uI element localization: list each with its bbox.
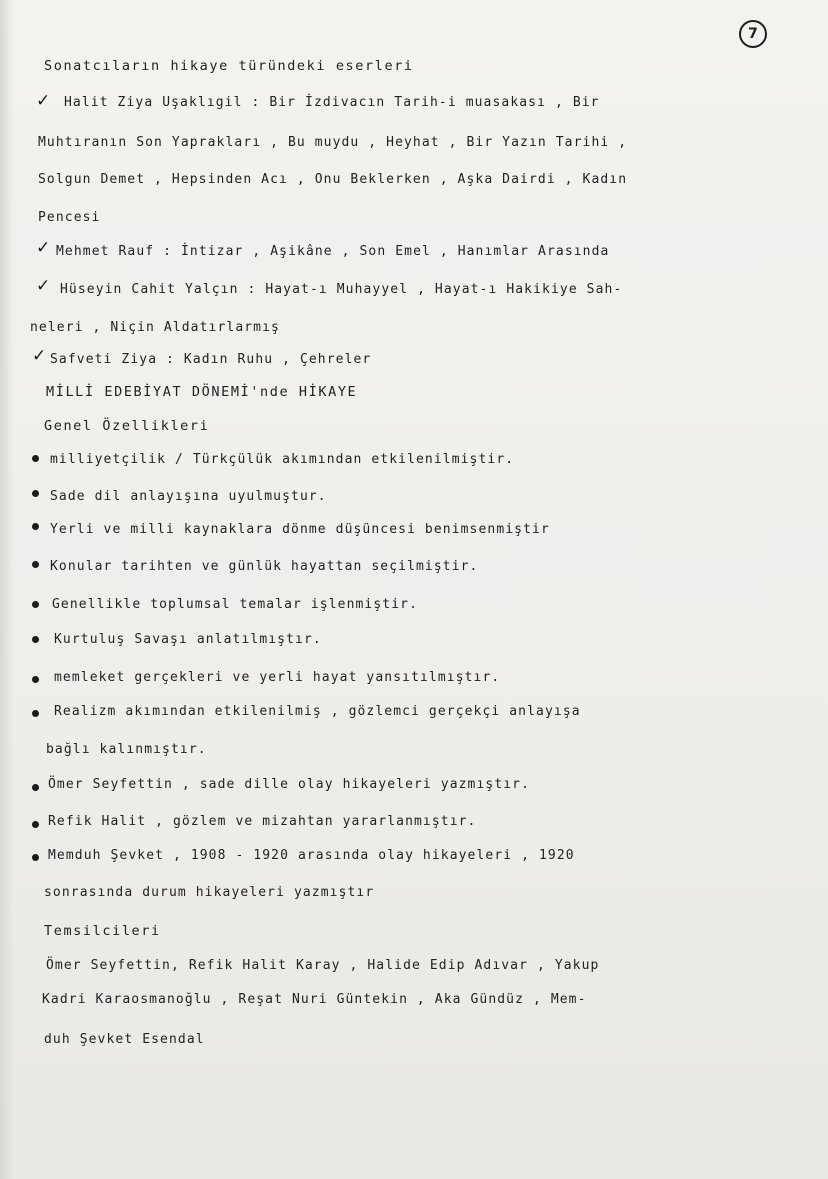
bullet-icon bbox=[32, 561, 39, 568]
representatives-title: Temsilcileri bbox=[44, 923, 161, 939]
feature-line: Ömer Seyfettin , sade dille olay hikayeleri yazmıştır. bbox=[48, 777, 531, 792]
bullet-icon bbox=[32, 854, 39, 861]
feature-line: memleket gerçekleri ve yerli hayat yansıtılmıştır. bbox=[54, 670, 501, 685]
bullet-icon bbox=[32, 636, 39, 643]
author-line: Muhtıranın Son Yaprakları , Bu muydu , Heyhat , Bir Yazın Tarihi , bbox=[38, 135, 628, 150]
bullet-icon bbox=[32, 490, 39, 497]
page-edge-shadow bbox=[0, 0, 14, 1179]
feature-line: Refik Halit , gözlem ve mizahtan yararlanmıştır. bbox=[48, 814, 477, 829]
feature-line: sonrasında durum hikayeleri yazmıştır bbox=[44, 885, 375, 900]
check-icon: ✓ bbox=[36, 276, 51, 296]
author-line: Mehmet Rauf : İntizar , Aşikâne , Son Emel , Hanımlar Arasında bbox=[56, 244, 610, 259]
bullet-icon bbox=[32, 784, 39, 791]
author-line: neleri , Niçin Aldatırlarmış bbox=[30, 320, 280, 335]
check-icon: ✓ bbox=[36, 91, 51, 111]
bullet-icon bbox=[32, 710, 39, 717]
check-icon: ✓ bbox=[36, 238, 51, 258]
feature-line: Realizm akımından etkilenilmiş , gözlemci gerçekçi anlayışa bbox=[54, 704, 581, 719]
representatives-line: Ömer Seyfettin, Refik Halit Karay , Halide Edip Adıvar , Yakup bbox=[46, 958, 600, 973]
feature-line: Genellikle toplumsal temalar işlenmiştir. bbox=[52, 597, 418, 612]
bullet-icon bbox=[32, 676, 39, 683]
author-line: Solgun Demet , Hepsinden Acı , Onu Beklerken , Aşka Dairdi , Kadın bbox=[38, 172, 628, 187]
page-number: 7 bbox=[739, 20, 767, 48]
representatives-line: duh Şevket Esendal bbox=[44, 1032, 205, 1047]
feature-line: Kurtuluş Savaşı anlatılmıştır. bbox=[54, 632, 322, 647]
feature-line: Sade dil anlayışına uyulmuştur. bbox=[50, 489, 327, 504]
author-line: Safveti Ziya : Kadın Ruhu , Çehreler bbox=[50, 352, 372, 367]
section-title: MİLLİ EDEBİYAT DÖNEMİ'nde HİKAYE bbox=[46, 384, 358, 400]
author-line: Halit Ziya Uşaklıgil : Bir İzdivacın Tarih-i muasakası , Bir bbox=[64, 95, 600, 110]
representatives-line: Kadri Karaosmanoğlu , Reşat Nuri Güntekin , Aka Gündüz , Mem- bbox=[42, 992, 587, 1007]
feature-line: Memduh Şevket , 1908 - 1920 arasında olay hikayeleri , 1920 bbox=[48, 848, 575, 863]
feature-line: Yerli ve milli kaynaklara dönme düşüncesi benimsenmiştir bbox=[50, 522, 550, 537]
subsection-title: Genel Özellikleri bbox=[44, 418, 210, 434]
check-icon: ✓ bbox=[32, 346, 47, 366]
bullet-icon bbox=[32, 601, 39, 608]
bullet-icon bbox=[32, 821, 39, 828]
author-line: Pencesi bbox=[38, 210, 101, 225]
bullet-icon bbox=[32, 523, 39, 530]
bullet-icon bbox=[32, 455, 39, 462]
author-line: Hüseyin Cahit Yalçın : Hayat-ı Muhayyel , Hayat-ı Hakikiye Sah- bbox=[60, 282, 623, 297]
heading: Sonatcıların hikaye türündeki eserleri bbox=[44, 58, 414, 74]
feature-line: milliyetçilik / Türkçülük akımından etkilenilmiştir. bbox=[50, 452, 515, 467]
feature-line: Konular tarihten ve günlük hayattan seçilmiştir. bbox=[50, 559, 479, 574]
feature-line: bağlı kalınmıştır. bbox=[46, 742, 207, 757]
